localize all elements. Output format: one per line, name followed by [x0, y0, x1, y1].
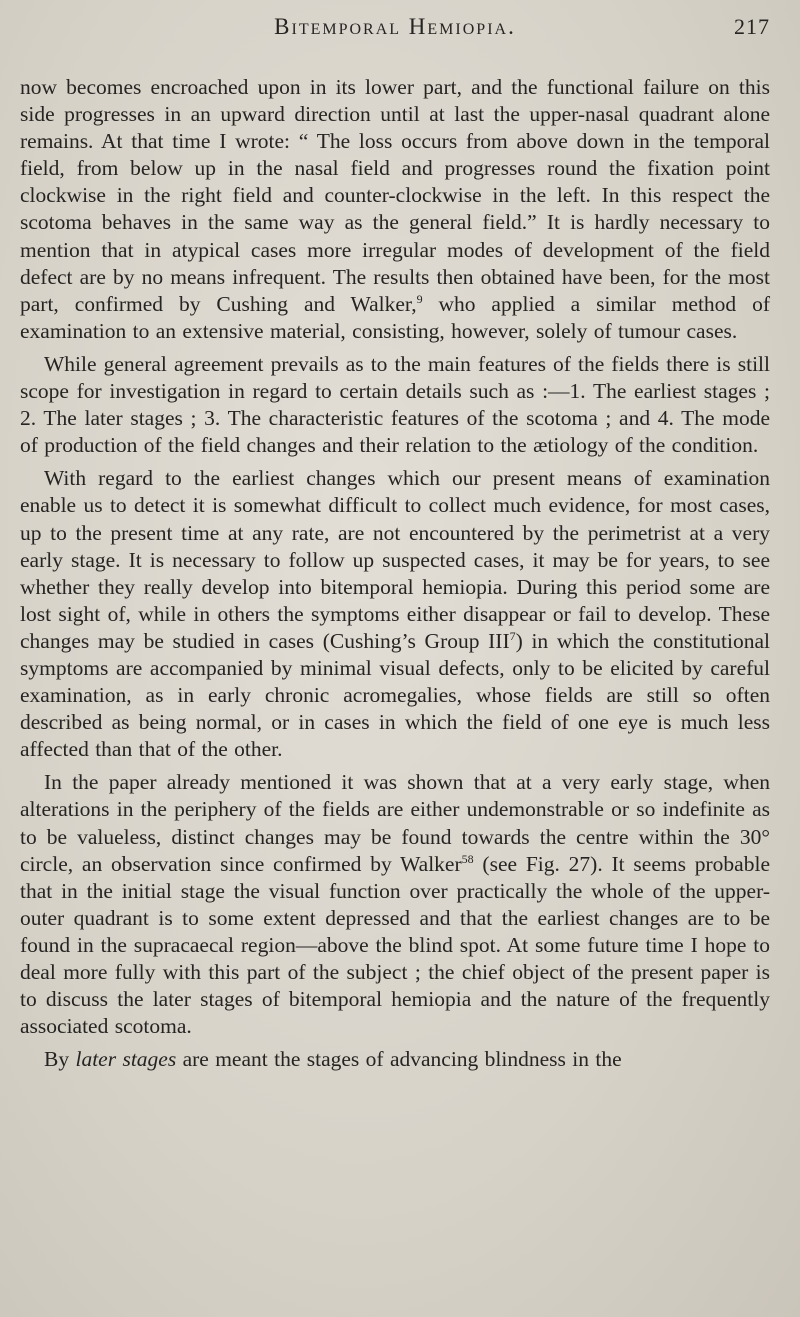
paragraph: In the paper already mentioned it was shown that at a very early stage, when alterations in the periphery of the fields are either undemonstrable or so indefinite as to be valueless, distinct changes may be found towards the centre within the 30° circle, an observation since confirmed by Walker$^{58}$ (see Fig. 27). It seems probable that in the initial stage the visual function over practically the whole of the upper-outer quadrant is to some extent depressed and that the earliest changes are to be found in the supracaecal region—above the blind spot. At some future time I hope to deal more fully with this part of the subject ; the chief object of the present paper is to discuss the later stages of bitemporal hemiopia and the nature of the frequently associated scotoma. — [20, 770, 770, 1039]
footnote-reference: 58 — [461, 851, 474, 866]
paragraph: now becomes encroached upon in its lower part, and the functional failure on this side progresses in an upward direction until at last the upper-nasal quadrant alone remains. At that time I wrote: “ The loss occurs from above down in the temporal field, from below up in the nasal field and progresses round the fixation point clockwise in the right field and counter-clockwise in the left. In this respect the scotoma behaves in the same way as the general field.” It is hardly necessary to mention that in atypical cases more irregular modes of development of the field defect are by no means infrequent. The results then obtained have been, for the most part, confirmed by Cushing and Walker,$^9$ who applied a similar method of examination to an extensive material, consisting, however, solely of tumour cases. — [20, 75, 771, 343]
running-head-title: Bitemporal Hemiopia. — [274, 14, 516, 39]
body-text — [20, 74, 770, 1073]
italic-phrase: later stages — [75, 1047, 177, 1072]
footnote-reference: 7 — [509, 628, 516, 643]
page-number: 217 — [734, 14, 770, 39]
running-head — [20, 12, 770, 46]
paragraph: With regard to the earliest changes which our present means of examination enable us to detect it is somewhat difficult to collect much evidence, for most cases, up to the present time at any rate, are not encountered by the perimetrist at a very early stage. It is necessary to follow up suspected cases, it may be for years, to see whether they really develop into bitemporal hemiopia. During this period some are lost sight of, while in others the symptoms either disappear or fail to develop. These changes may be studied in cases (Cushing’s Group III$^7$) in which the constitutional symptoms are accompanied by minimal visual defects, only to be elicited by careful examination, as in early chronic acromegalies, whose fields are still so often described as being normal, or in cases in which the field of one eye is much less affected than that of the other. — [20, 466, 770, 762]
paragraph: While general agreement prevails as to the main features of the fields there is still scope for investigation in regard to certain details such as :—1. The earliest stages ; 2. The later stages ; 3. The characteristic features of the scotoma ; and 4. The mode of production of the field changes and their relation to the ætiology of the condition. — [20, 351, 770, 458]
footnote-reference: 9 — [416, 291, 423, 306]
paragraph: By later stages are meant the stages of advancing blindness in the — [44, 1047, 622, 1072]
